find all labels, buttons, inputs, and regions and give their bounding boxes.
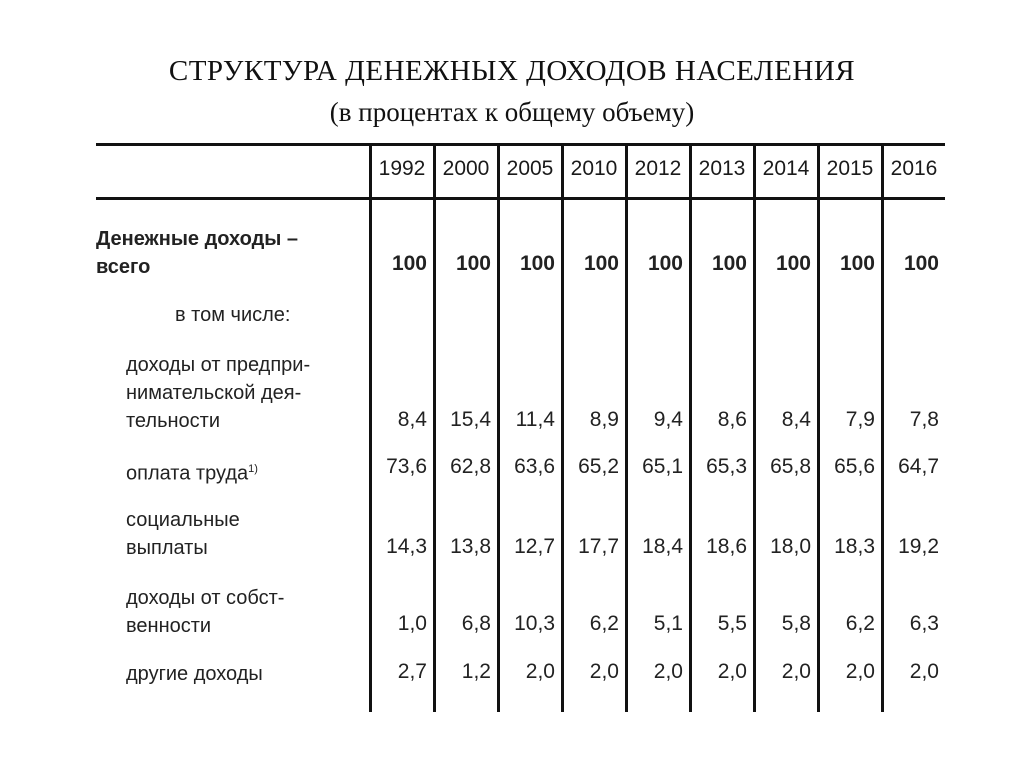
table-cell: 6,2 (589, 612, 619, 635)
table-cell: 18,4 (642, 535, 683, 558)
table-cell: 9,4 (653, 408, 683, 431)
year-header: 2012 (634, 157, 682, 180)
row-label-line: доходы от предпри- (126, 354, 311, 376)
year-header: 2005 (506, 157, 554, 180)
table-cell: 7,9 (845, 408, 875, 431)
row-label-line: всего (96, 256, 151, 278)
table-cell: 8,4 (781, 408, 811, 431)
row-label-line: другие доходы (126, 663, 263, 685)
table-cell: 100 (839, 252, 875, 275)
row-label-line: нимательской дея- (126, 382, 302, 404)
year-header: 2015 (826, 157, 874, 180)
table-cell: 100 (391, 252, 427, 275)
table-cell: 73,6 (386, 455, 427, 478)
table-cell: 7,8 (909, 408, 939, 431)
table-cell: 17,7 (578, 535, 619, 558)
table-cell: 6,3 (909, 612, 939, 635)
row-label-line: доходы от собст- (126, 587, 285, 609)
table-cell: 14,3 (386, 535, 427, 558)
year-header: 2013 (698, 157, 746, 180)
table-cell: 2,0 (653, 660, 683, 683)
row-label (126, 351, 310, 435)
table-cell: 100 (455, 252, 491, 275)
table-cell: 2,0 (845, 660, 875, 683)
row-label-line: оплата труда (126, 462, 249, 485)
table-cell: 65,6 (834, 455, 875, 478)
table-cell: 100 (903, 252, 939, 275)
row-label-line: в том числе: (175, 304, 291, 326)
row-label-line: венности (126, 615, 212, 637)
table-cell: 100 (583, 252, 619, 275)
table-cell: 5,5 (717, 612, 747, 635)
year-header: 2010 (570, 157, 618, 180)
table-cell: 100 (775, 252, 811, 275)
table-cell: 2,0 (909, 660, 939, 683)
table-cell: 64,7 (898, 455, 939, 478)
table-cell: 1,0 (397, 612, 427, 635)
row-label (96, 225, 298, 281)
table-cell: 8,9 (589, 408, 619, 431)
table-cell: 100 (711, 252, 747, 275)
table-cell: 5,1 (653, 612, 683, 635)
table-cell: 12,7 (514, 535, 555, 558)
table-cell: 6,2 (845, 612, 875, 635)
row-label (126, 506, 240, 562)
row-label-line: социальные (126, 509, 240, 531)
table-cell: 1,2 (461, 660, 491, 683)
row-label (126, 455, 258, 488)
row-label (175, 301, 291, 329)
footnote-marker: 1) (248, 463, 258, 475)
row-label-line: Денежные доходы – (96, 228, 299, 250)
row-label (126, 584, 284, 640)
table-cell: 18,0 (770, 535, 811, 558)
year-header: 1992 (378, 157, 426, 180)
table-cell: 18,3 (834, 535, 875, 558)
table-cell: 100 (519, 252, 555, 275)
row-label-line: тельности (126, 410, 220, 432)
table-cell: 2,0 (781, 660, 811, 683)
table-cell: 15,4 (450, 408, 491, 431)
table-cell: 63,6 (514, 455, 555, 478)
table-cell: 2,0 (525, 660, 555, 683)
table-cell: 100 (647, 252, 683, 275)
table-cell: 65,8 (770, 455, 811, 478)
table-cell: 2,0 (589, 660, 619, 683)
table-cell: 2,0 (717, 660, 747, 683)
row-label-line: выплаты (126, 537, 208, 559)
table-cell: 62,8 (450, 455, 491, 478)
table-cell: 11,4 (515, 408, 555, 431)
table-cell: 65,3 (706, 455, 747, 478)
table-cell: 65,2 (578, 455, 619, 478)
table-cell: 8,4 (397, 408, 427, 431)
row-label (126, 660, 263, 688)
year-header: 2016 (890, 157, 938, 180)
year-header: 2000 (442, 157, 490, 180)
table-cell: 13,8 (450, 535, 491, 558)
table-cell: 5,8 (781, 612, 811, 635)
table-cell: 19,2 (898, 535, 939, 558)
table-cell: 6,8 (461, 612, 491, 635)
year-header: 2014 (762, 157, 810, 180)
table-cell: 8,6 (717, 408, 747, 431)
table-cell: 65,1 (642, 455, 683, 478)
page-subtitle: (в процентах к общему объему) (329, 97, 695, 127)
table-cell: 18,6 (706, 535, 747, 558)
table-cell: 2,7 (397, 660, 427, 683)
table-cell: 10,3 (514, 612, 555, 635)
page-title: СТРУКТУРА ДЕНЕЖНЫХ ДОХОДОВ НАСЕЛЕНИЯ (168, 55, 856, 87)
